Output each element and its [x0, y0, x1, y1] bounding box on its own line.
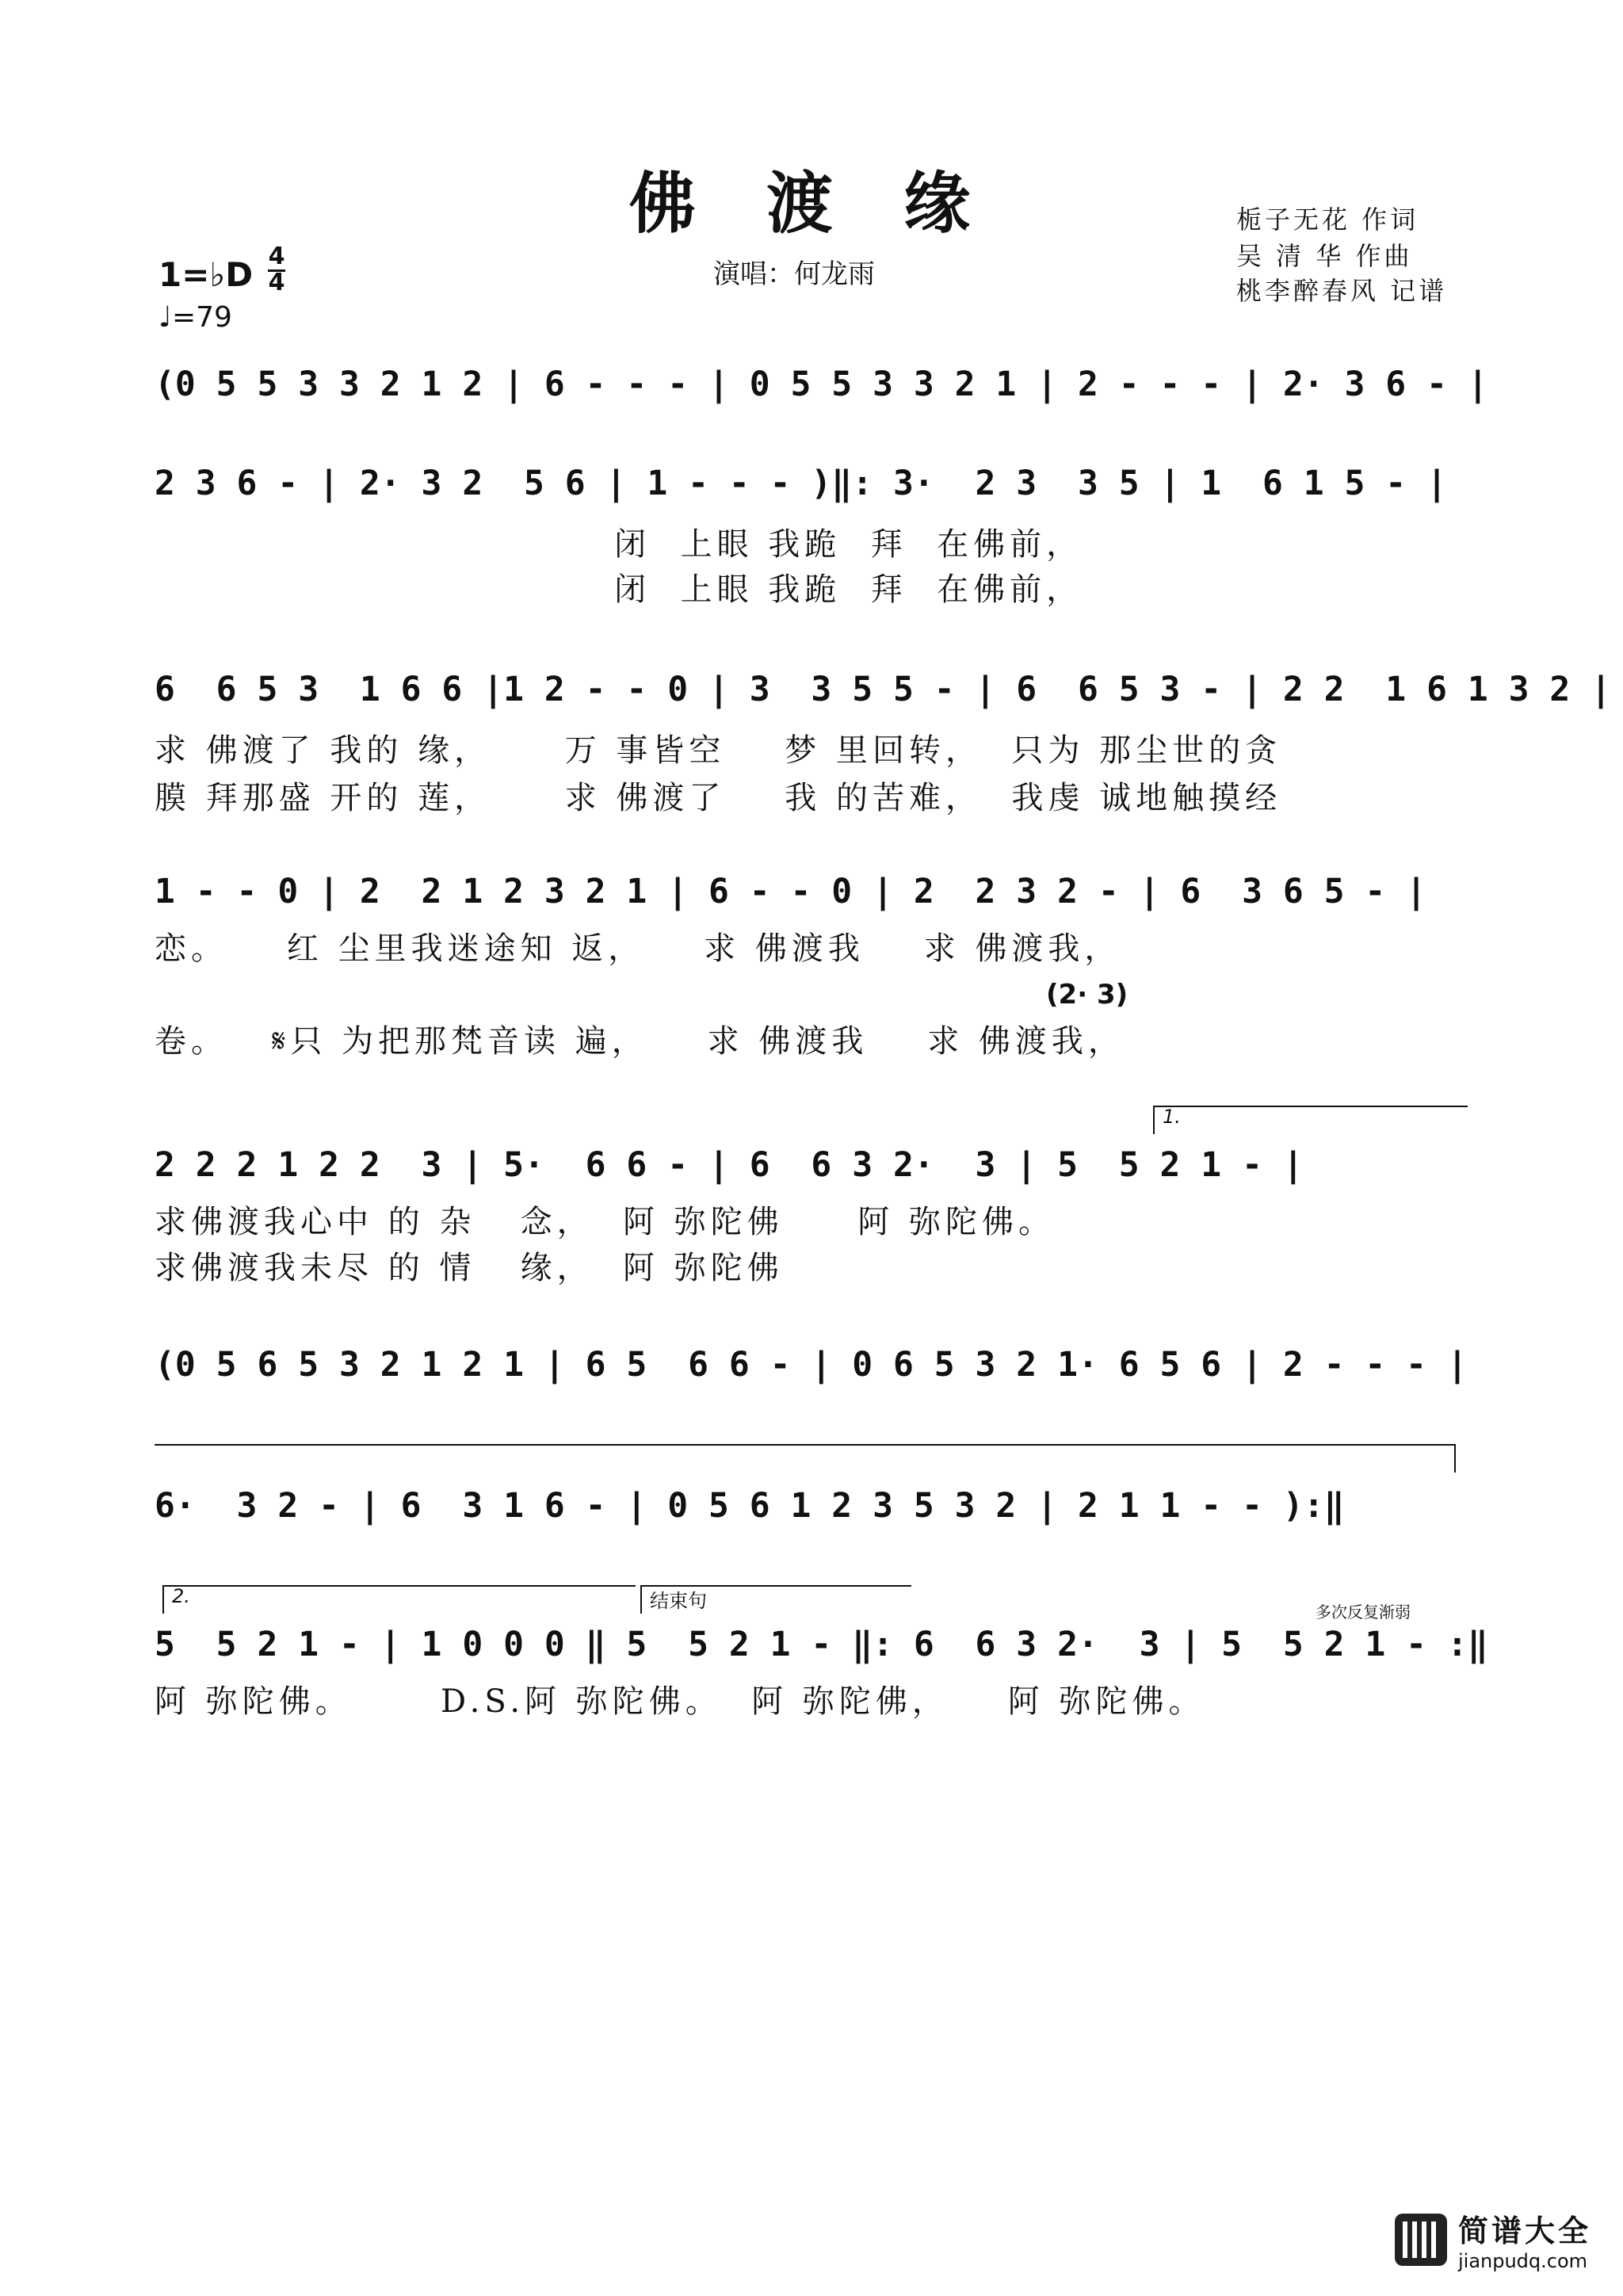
volta-2: 2.	[162, 1585, 636, 1614]
score-line-2: 2 3 6 - | 2· 3 2 5 6 | 1 - - - )‖: 3· 2 3 3 5 | 1 6 1 5 - |	[155, 464, 1447, 503]
score-line-5: 2 2 2 1 2 2 3 | 5· 6 6 - | 6 6 3 2· 3 | 5 5 2 1 - |	[155, 1145, 1304, 1185]
lyric-line-4b: 卷。 𝄋只 为把那梵音读 遍， 求 佛渡我 求 佛渡我，	[155, 1023, 1125, 1060]
score-line-4: 1 - - 0 | 2 2 1 2 3 2 1 | 6 - - 0 | 2 2 3 2 - | 6 3 6 5 - |	[155, 872, 1427, 911]
page-title: 佛 渡 缘	[628, 164, 995, 243]
repeat-note: 多次反复渐弱	[1316, 1603, 1411, 1622]
volta-1: 1.	[1153, 1106, 1468, 1134]
volta-1-extension	[155, 1444, 1456, 1473]
lyric-line-5a: 求佛渡我心中 的 杂 念， 阿 弥陀佛 阿 弥陀佛。	[155, 1204, 1056, 1240]
lyric-line-3b: 膜 拜那盛 开的 莲， 求 佛渡了 我 的苦难， 我虔 诚地触摸经	[155, 780, 1282, 816]
transcriber-credit: 桃李醉春风 记谱	[1236, 276, 1448, 306]
lyric-line-3a: 求 佛渡了 我的 缘， 万 事皆空 梦 里回转， 只为 那尘世的贪	[155, 732, 1282, 769]
score-line-3: 6 6 5 3 1 6 6 |1 2 - - 0 | 3 3 5 5 - | 6 6 5 3 - | 2 2 1 6 1 3 2 |	[155, 670, 1612, 709]
site-logo	[1395, 2206, 1591, 2272]
composer-credit: 吴 清 华 作曲	[1236, 241, 1413, 271]
time-bottom: 4	[268, 269, 285, 296]
logo-name: 简谱大全	[1457, 2214, 1591, 2248]
time-signature	[268, 243, 285, 296]
lyricist-credit: 栀子无花 作词	[1236, 204, 1419, 235]
lyric-line-5b: 求佛渡我未尽 的 情 缘， 阿 弥陀佛	[155, 1250, 784, 1286]
ending-bracket: 结束句	[640, 1585, 911, 1614]
grace-note: (2· 3)	[1046, 979, 1128, 1010]
piano-keys-icon	[1395, 2214, 1447, 2266]
score-line-1: (0 5 5 3 3 2 1 2 | 6 - - - | 0 5 5 3 3 2 1 | 2 - - - | 2· 3 6 - |	[155, 365, 1488, 404]
score-line-6: (0 5 6 5 3 2 1 2 1 | 6 5 6 6 - | 0 6 5 3 2 1· 6 5 6 | 2 - - - |	[155, 1345, 1468, 1385]
lyric-line-8: 阿 弥陀佛。 D.S.阿 弥陀佛。 阿 弥陀佛， 阿 弥陀佛。	[155, 1683, 1205, 1720]
singer-credit: 演唱：何龙雨	[713, 258, 875, 290]
score-line-7: 6· 3 2 - | 6 3 1 6 - | 0 5 6 1 2 3 5 3 2 | 2 1 1 - - ):‖	[155, 1486, 1345, 1526]
lyric-line-2a: 闭 上眼 我跪 拜 在佛前，	[155, 526, 1083, 563]
time-top: 4	[268, 243, 285, 270]
tempo-mark: ♩=79	[158, 301, 232, 334]
lyric-line-4a: 恋。 红 尘里我迷途知 返， 求 佛渡我 求 佛渡我，	[155, 930, 1121, 967]
key-signature: 1=♭D	[158, 255, 254, 294]
score-line-8: 5 5 2 1 - | 1 0 0 0 ‖ 5 5 2 1 - ‖: 6 6 3 2· 3 | 5 5 2 1 - :‖	[155, 1625, 1488, 1664]
logo-url: jianpudq.com	[1457, 2250, 1588, 2272]
lyric-line-2b: 闭 上眼 我跪 拜 在佛前，	[155, 571, 1083, 608]
